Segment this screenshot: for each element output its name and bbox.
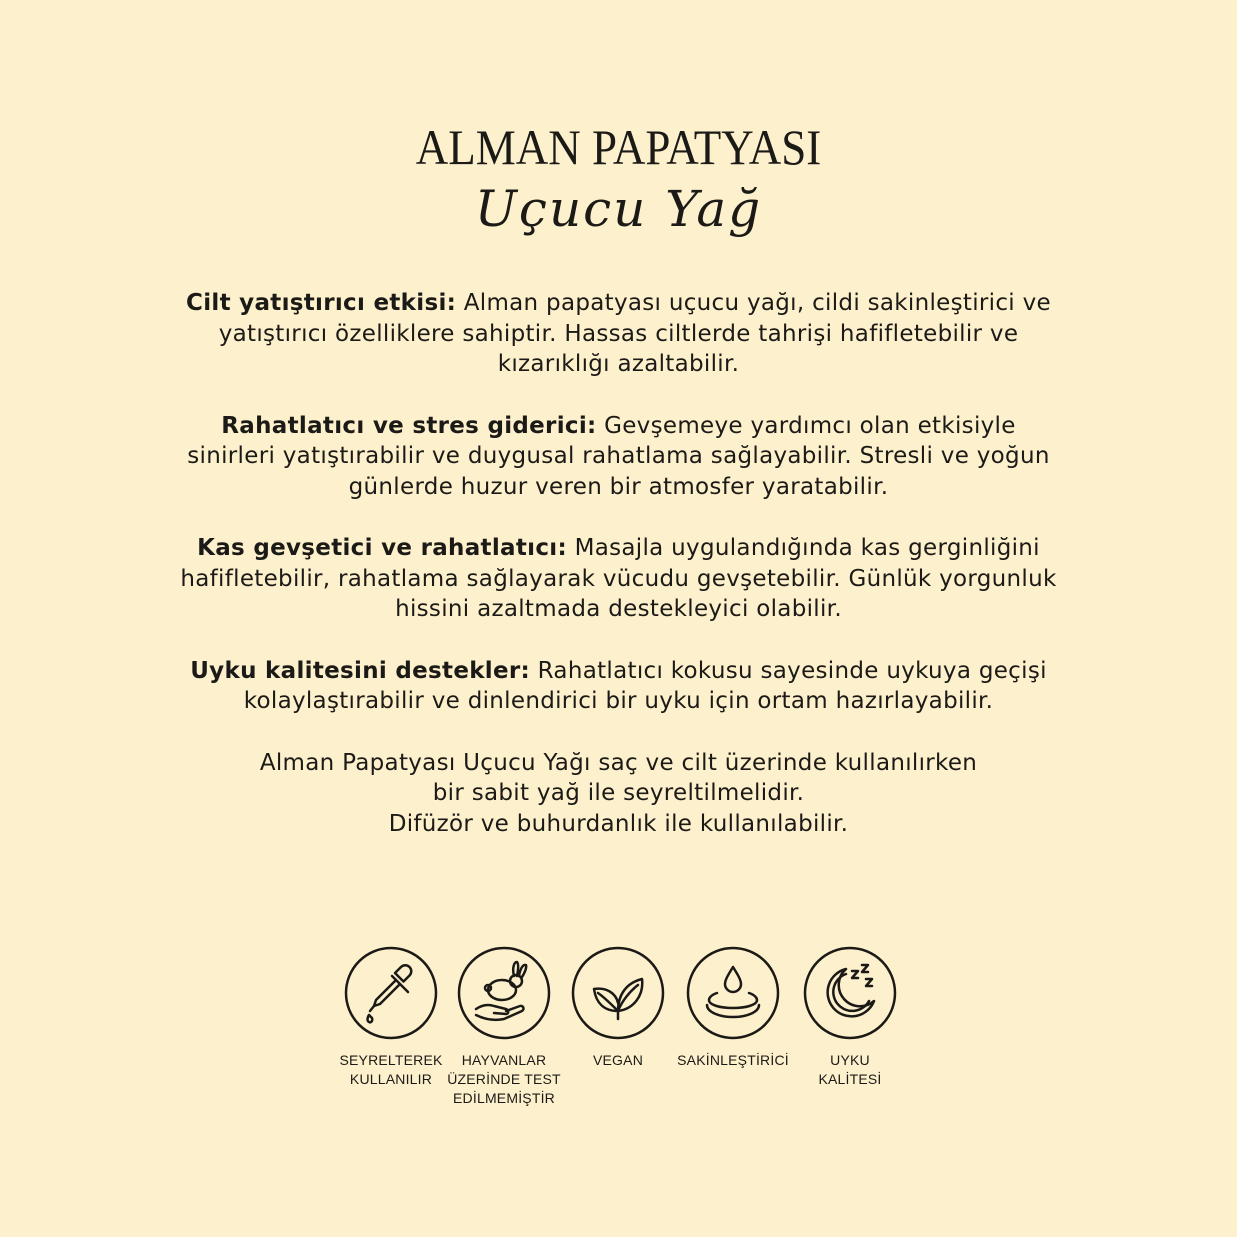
section-text: Rahatlatıcı kokusu sayesinde uykuya geçişi kolaylaştırabilir ve dinlendirici bir uyku için ortam hazırlayabilir. bbox=[243, 657, 1047, 714]
badge-label: UYKU KALİTESİ bbox=[818, 1052, 882, 1087]
usage-note-line: Difüzör ve buhurdanlık ile kullanılabilir. bbox=[388, 810, 849, 837]
section-heading: Rahatlatıcı ve stres giderici: bbox=[221, 412, 597, 439]
section-text: Masajla uygulandığında kas gerginliğini hafifletebilir, rahatlama sağlayarak vücudu gevşetebilir. Günlük yorgunluk hissini azaltmada destekleyici olabilir. bbox=[180, 535, 1057, 622]
section-skin-soothing bbox=[180, 288, 1057, 380]
water-drop-icon bbox=[685, 945, 781, 1041]
description bbox=[180, 288, 1057, 839]
leaf-icon bbox=[570, 945, 666, 1041]
badge-label: VEGAN bbox=[592, 1052, 643, 1068]
section-text: Alman papatyası uçucu yağı, cildi sakinleştirici ve yatıştırıcı özelliklere sahiptir. Hassas ciltlerde tahrişi hafifletebilir ve kızarıklığı azaltabilir. bbox=[218, 290, 1051, 377]
dropper-icon bbox=[343, 945, 439, 1041]
usage-note-line: bir sabit yağ ile seyreltilmelidir. bbox=[432, 780, 805, 806]
usage-note-line: Alman Papatyası Uçucu Yağı saç ve cilt üzerinde kullanılırken bbox=[259, 749, 978, 776]
rabbit-hand-icon bbox=[456, 945, 552, 1041]
moon-sleep-icon bbox=[802, 945, 898, 1041]
badge-sleep-quality bbox=[775, 945, 925, 1089]
section-heading: Uyku kalitesini destekler: bbox=[190, 657, 531, 684]
usage-note bbox=[180, 748, 1057, 840]
section-text: Gevşemeye yardımcı olan etkisiyle sinirleri yatıştırabilir ve duygusal rahatlama sağlayabilir. Stresli ve yoğun günlerde huzur veren bir atmosfer yaratabilir. bbox=[187, 412, 1050, 500]
section-heading: Kas gevşetici ve rahatlatıcı: bbox=[197, 535, 567, 561]
section-muscle-relaxant bbox=[180, 533, 1057, 625]
section-stress-relief bbox=[180, 411, 1057, 503]
feature-badges bbox=[0, 945, 1237, 1145]
badge-label: SEYRELTEREK KULLANILIR bbox=[339, 1052, 443, 1087]
section-sleep-quality bbox=[180, 656, 1057, 717]
page-title: ALMAN PAPATYASI bbox=[415, 119, 822, 175]
badge-label: HAYVANLAR ÜZERİNDE TEST EDİLMEMİŞTİR bbox=[447, 1052, 561, 1106]
page-subtitle: Uçucu Yağ bbox=[474, 180, 763, 238]
badge-label: SAKİNLEŞTİRİCİ bbox=[677, 1052, 789, 1068]
section-heading: Cilt yatıştırıcı etkisi: bbox=[186, 290, 457, 316]
